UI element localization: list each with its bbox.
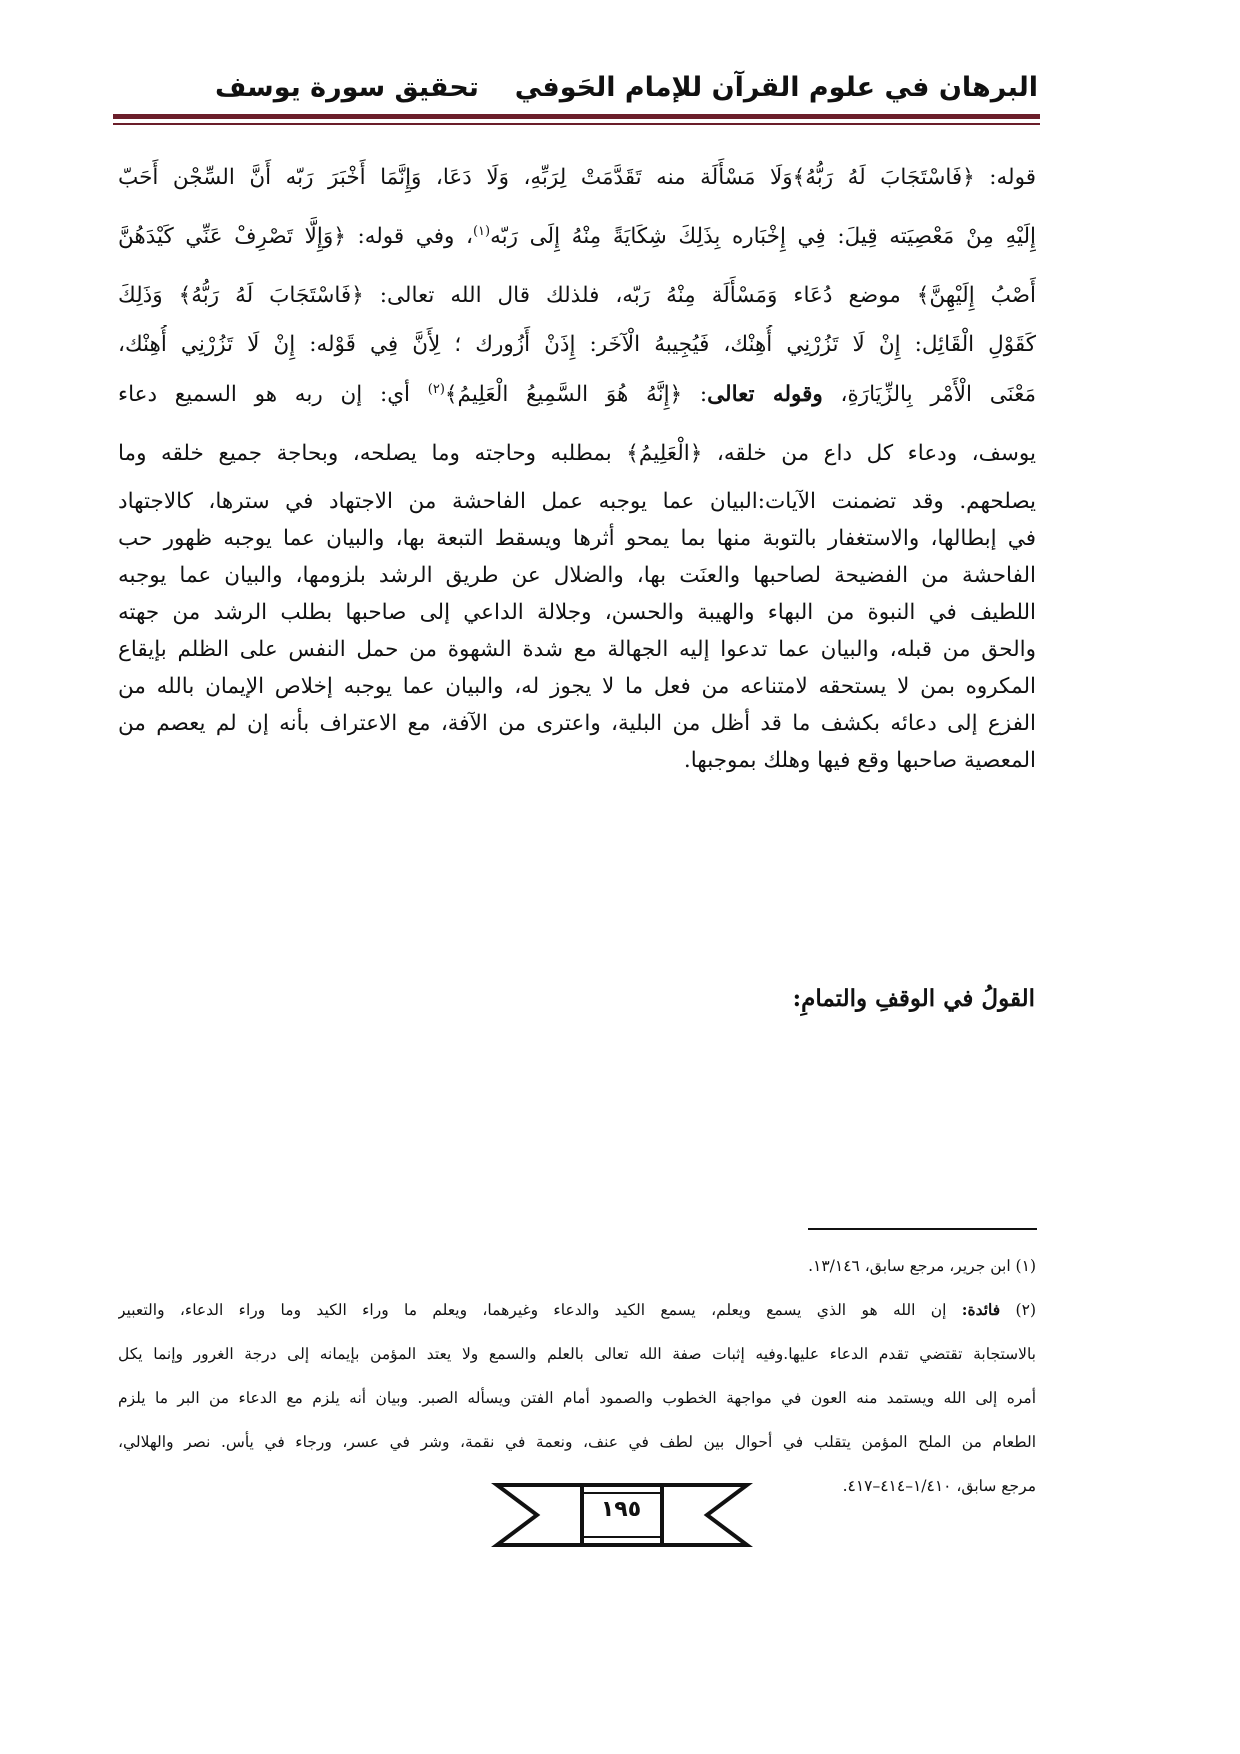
footnotes [118,1244,1036,1508]
body-line: كَقَوْلِ الْقَائِل: إِنْ لَا تَزُرْنِي أُهِنْك، فَيُجِيبهُ الْآخَر: إِذَنْ أَزُورك ؛ لِأَنَّ فِي قَوْله: إِنْ لَا تَزُرْنِي أُهِنْك، [118,332,1036,357]
footnote-ref-2: (٢) [427,381,445,397]
footnote-1: (١) ابن جرير، مرجع سابق، ١٣/١٤٦. [808,1257,1036,1275]
body-text [118,148,1036,779]
body-line: إِلَيْهِ مِنْ مَعْصِيَته قِيلَ: فِي إِخْبَاره بِذَلِكَ شِكَايَةً مِنْهُ إِلَى رَبّه$^{(١)}$، وفي قوله: ﴿وَإِلَّا تَصْرِفْ عَنِّي كَيْدَهُنَّ [118,223,1036,249]
footnote-2-line: (٢) فائدة: إن الله هو الذي يسمع ويعلم، يسمع الكيد والدعاء وغيرهما، ويعلم ما وراء الكيد وما وراء الدعاء، والتعبير [118,1300,1036,1319]
body-line: في إبطالها، والاستغفار بالتوبة منها بما يمحو أثرها ويسقط التبعة بها، والبيان عما يوجبه ظهور حب [118,526,1036,551]
body-line: قوله: ﴿فَاسْتَجَابَ لَهُ رَبُّهُ﴾وَلَا مَسْأَلَة منه تَقَدَّمَتْ لِرَبِّهِ، وَلَا دَعَا، وَإِنَّمَا أَخْبَرَ رَبّه أَنَّ السِّجْن أَحَبّ [118,165,1036,190]
running-header-section-title: تحقيق سورة يوسف [215,72,479,103]
footnote-2-line: بالاستجابة تقتضي تقدم الدعاء عليها.وفيه إثبات صفة الله تعالى بالعلم والسمع ولا يعتد المؤمن بإيمانه إلى درجة الغرور وإنما يكل [118,1345,1036,1363]
body-line: الفاحشة من الفضيحة لصاحبها والعنَت بها، والضلال عن طريق الرشد بلزومها، والبيان عما يوجبه [118,563,1036,588]
footnote-ref-1: (١) [472,223,491,239]
bold-phrase: وقوله تعالى [707,382,823,407]
footnote-2-line: مرجع سابق، ١/٤١٠–٤١٤–٤١٧. [842,1477,1036,1495]
footnote-separator [808,1228,1037,1230]
header-rule-thin [113,123,1040,125]
page-number: ١٩٥ [600,1497,642,1522]
footnote-label: فائدة: [961,1300,1001,1319]
body-line: أَصْبُ إِلَيْهِنَّ﴾ موضع دُعَاء وَمَسْأَلَة مِنْهُ رَبّه، فلذلك قال الله تعالى: ﴿فَاسْتَجَابَ لَهُ رَبُّهُ﴾ وَذَلِكَ [118,283,1036,308]
body-line: يصلحهم. وقد تضمنت الآيات:البيان عما يوجبه عمل الفاحشة من الاجتهاد في سترها، كالاجتهاد [118,489,1036,514]
body-line: اللطيف في النبوة من البهاء والهيبة والحسن، وجلالة الداعي إلى صاحبها بطلب الرشد من جهته [118,600,1036,625]
section-heading: القولُ في الوقفِ والتمامِ: [792,985,1035,1012]
footnote-2-line: الطعام من الملح المؤمن يتقلب في أحوال بين لطف في عنف، ونعمة في نقمة، وشر في عسر، ورجاء في يأس. نصر والهلالي، [118,1433,1036,1451]
body-line: مَعْنَى الْأَمْر بِالزِّيَارَةِ، وقوله تعالى: ﴿إِنَّهُ هُوَ السَّمِيعُ الْعَلِيمُ﴾$^{(٢)}$ أي: إن ربه هو السميع دعاء [118,381,1036,407]
header-rule-thick [113,114,1040,119]
body-line: والحق من قبله، والبيان عما تدعوا إليه الجهالة مع شدة الشهوة من حمل النفس على الظلم بإيقاع [118,637,1036,662]
body-line: يوسف، ودعاء كل داع من خلقه، ﴿الْعَلِيمُ﴾ بمطلبه وحاجته وما يصلحه، وبحاجة جميع خلقه وما [118,441,1036,466]
body-line: المكروه بمن لا يستحقه لامتناعه من فعل ما لا يجوز له، والبيان عما يوجبه إخلاص الإيمان بالله من [118,674,1036,699]
body-line: الفزع إلى دعائه بكشف ما قد أظل من البلية، واعترى من الآفة، مع الاعتراف بأنه إن لم يعصم من [118,711,1036,736]
body-line: المعصية صاحبها وقع فيها وهلك بموجبها. [683,748,1036,773]
running-header-book-title: البرهان في علوم القرآن للإمام الحَوفي [514,72,1038,103]
footnote-2-line: أمره إلى الله ويستمد منه العون في مواجهة الخطوب والصمود أمام الفتن ويسأله الصبر. وبيان أنه يلزم مع الدعاء من البر ما يلزم [118,1389,1036,1407]
